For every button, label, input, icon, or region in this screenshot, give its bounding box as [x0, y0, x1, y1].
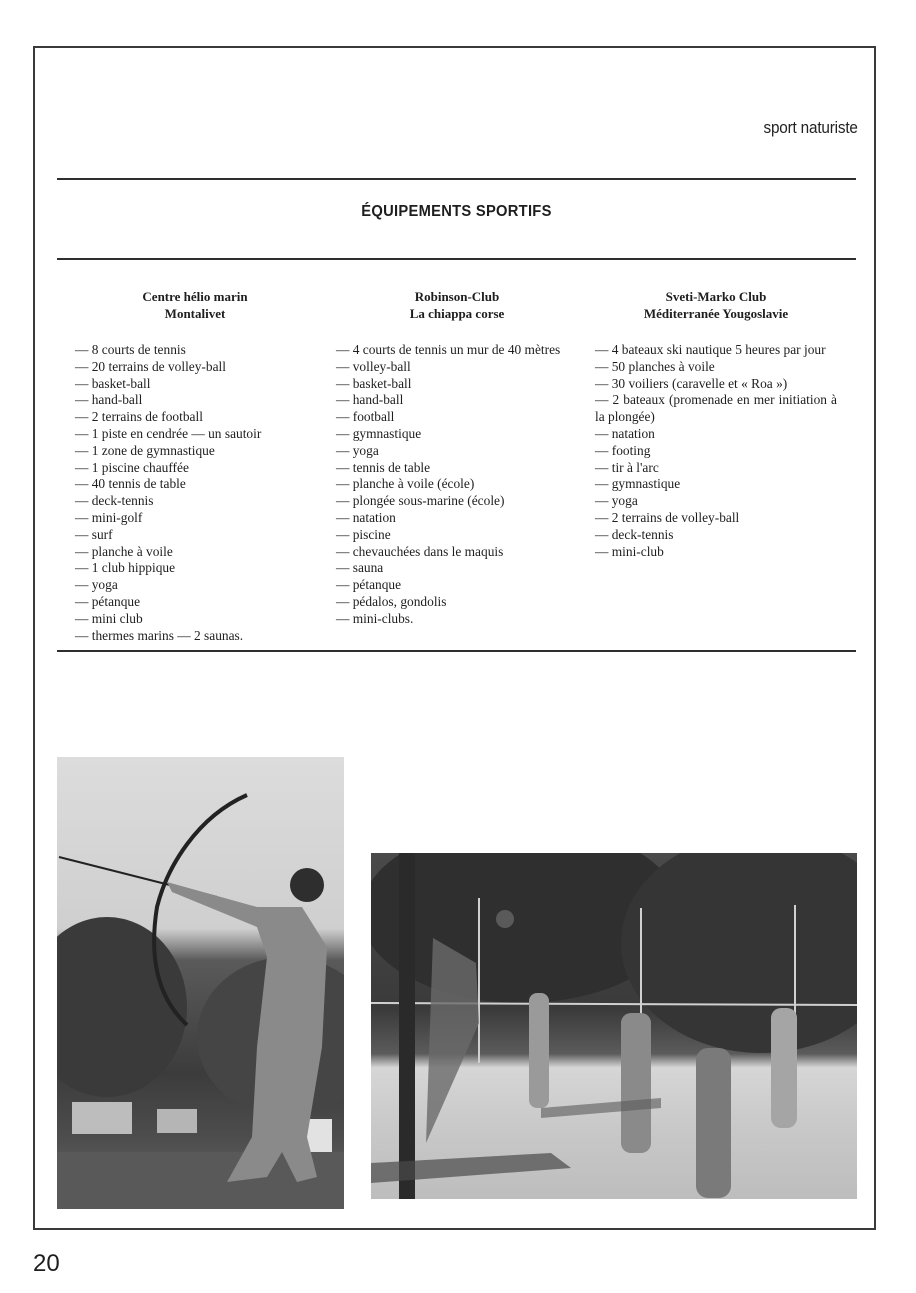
archer-head	[290, 868, 324, 902]
equipment-item: — football	[336, 409, 395, 425]
equipment-item: — 40 tennis de table	[75, 476, 186, 492]
column-heading	[595, 288, 837, 322]
player-figure	[771, 1008, 797, 1128]
page-number: 20	[33, 1250, 60, 1277]
equipment-item: — tennis de table	[336, 459, 431, 475]
equipment-item: — pétanque	[75, 593, 141, 609]
divider-rule	[57, 650, 856, 652]
column-heading-line: La chiappa corse	[409, 306, 505, 321]
equipment-item: — deck-tennis	[75, 493, 154, 509]
equipment-item: — pétanque	[336, 577, 402, 593]
divider-rule	[57, 178, 856, 180]
equipment-item: — deck-tennis	[595, 526, 674, 542]
equipment-item: — 1 piscine chauffée	[75, 459, 189, 475]
equipment-item: — volley-ball	[336, 358, 411, 374]
equipment-item: — basket-ball	[336, 375, 412, 391]
equipment-item: — piscine	[336, 526, 391, 542]
net-pole	[399, 853, 415, 1199]
equipment-item: — 20 terrains de volley-ball	[75, 358, 226, 374]
equipment-item: — 2 terrains de football	[75, 409, 203, 425]
column-heading	[75, 288, 315, 322]
equipment-item: — planche à voile (école)	[336, 476, 475, 492]
column-heading-line: Centre hélio marin	[142, 289, 248, 304]
tree-shape	[57, 917, 187, 1097]
column-heading-line: Sveti-Marko Club	[665, 289, 767, 304]
equipment-item: — 1 club hippique	[75, 560, 176, 576]
equipment-item: — hand-ball	[336, 392, 404, 408]
equipment-item: — mini club	[75, 610, 143, 626]
archer-illustration	[57, 757, 344, 1209]
equipment-item: — mini-golf	[75, 509, 143, 525]
player-figure	[529, 993, 549, 1108]
equipment-item: — hand-ball	[75, 392, 143, 408]
volleyball-net	[426, 938, 479, 1143]
tree-shape	[621, 853, 857, 1053]
column-montalivet	[75, 288, 325, 644]
equipment-item: — chevauchées dans le maquis	[336, 543, 504, 559]
archer-photo	[57, 757, 344, 1209]
divider-rule	[57, 258, 856, 260]
equipment-item: — footing	[595, 442, 651, 458]
volleyball-photo	[371, 853, 857, 1199]
equipment-item: — gymnastique	[595, 476, 681, 492]
column-heading-line: Montalivet	[164, 306, 226, 321]
player-figure	[621, 1013, 651, 1153]
equipment-item: — tir à l'arc	[595, 459, 659, 475]
volleyball-ball	[496, 910, 514, 928]
running-head: sport naturiste	[763, 118, 858, 137]
column-heading-line: Robinson-Club	[414, 289, 500, 304]
equipment-item: — 50 planches à voile	[595, 358, 715, 374]
equipment-item: — 2 terrains de volley-ball	[595, 509, 740, 525]
equipment-item: — gymnastique	[336, 425, 422, 441]
equipment-item: — 4 bateaux ski nautique 5 heures par jour	[595, 342, 826, 357]
equipment-item: — natation	[595, 425, 655, 441]
column-heading	[336, 288, 578, 322]
equipment-item: — natation	[336, 509, 396, 525]
tent-shape	[157, 1109, 197, 1133]
equipment-item: — 2 bateaux (promenade en mer initiation à la plongée)	[595, 392, 837, 425]
equipment-item: — yoga	[336, 442, 379, 458]
column-sveti-marko	[595, 288, 837, 560]
equipment-item: — 1 zone de gymnastique	[75, 442, 215, 458]
equipment-item: — thermes marins — 2 saunas.	[75, 627, 244, 643]
equipment-item: — planche à voile	[75, 543, 173, 559]
tent-shape	[72, 1102, 132, 1134]
equipment-item: — 30 voiliers (caravelle et « Roa »)	[595, 375, 788, 391]
equipment-item: — mini-club	[595, 543, 664, 559]
equipment-item: — mini-clubs.	[336, 610, 414, 626]
equipment-item: — 4 courts de tennis un mur de 40 mètres	[336, 342, 561, 357]
equipment-item: — 8 courts de tennis	[75, 342, 186, 357]
section-title: ÉQUIPEMENTS SPORTIFS	[361, 203, 552, 220]
equipment-item: — yoga	[75, 577, 118, 593]
equipment-list	[595, 342, 837, 560]
equipment-item: — pédalos, gondolis	[336, 593, 447, 609]
equipment-item: — yoga	[595, 493, 638, 509]
equipment-item: — 1 piste en cendrée — un sautoir	[75, 425, 262, 441]
equipment-list	[75, 342, 325, 644]
equipment-list	[336, 342, 578, 628]
equipment-item: — plongée sous-marine (école)	[336, 493, 505, 509]
column-heading-line: Méditerranée Yougoslavie	[643, 306, 789, 321]
equipment-item: — sauna	[336, 560, 384, 576]
equipment-item: — basket-ball	[75, 375, 151, 391]
column-robinson-club	[336, 288, 578, 628]
player-figure	[696, 1048, 731, 1198]
equipment-item: — surf	[75, 526, 113, 542]
volleyball-illustration	[371, 853, 857, 1199]
